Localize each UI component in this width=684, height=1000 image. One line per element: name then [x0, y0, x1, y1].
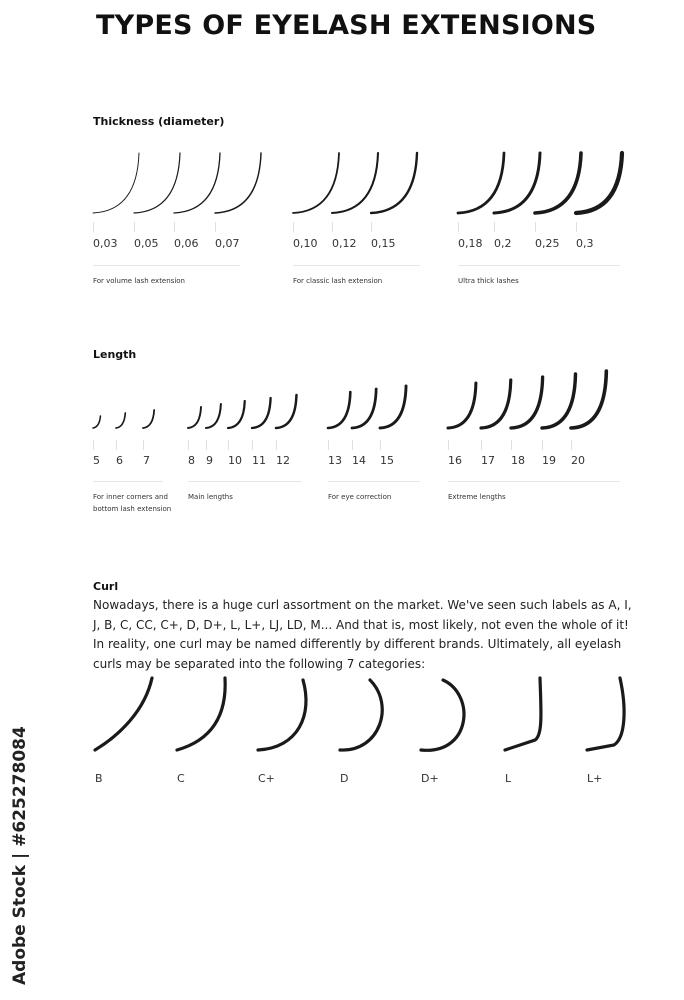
length-label: 7 — [143, 454, 150, 467]
tick-mark — [134, 222, 135, 232]
curl-label: C+ — [258, 772, 275, 785]
length-label: 10 — [228, 454, 242, 467]
length-label: 9 — [206, 454, 213, 467]
thickness-lash — [494, 153, 540, 213]
thickness-label: 0,3 — [576, 237, 594, 250]
length-lash — [116, 413, 125, 428]
page-title: TYPES OF EYELASH EXTENSIONS — [96, 10, 597, 41]
thickness-lash — [293, 153, 339, 213]
tick-mark — [571, 440, 572, 450]
tick-mark — [380, 440, 381, 450]
thickness-lash — [458, 153, 504, 213]
thickness-label: 0,10 — [293, 237, 318, 250]
length-caption: For inner corners and bottom lash extension — [93, 493, 172, 513]
tick-mark — [542, 440, 543, 450]
length-lash — [206, 404, 221, 428]
thickness-label: 0,06 — [174, 237, 199, 250]
curl-label: D+ — [421, 772, 439, 785]
watermark-text: Adobe Stock | #625278084 — [10, 726, 30, 985]
length-label: 15 — [380, 454, 394, 467]
curl-lash-l — [505, 678, 541, 750]
length-caption: For eye correction — [328, 493, 392, 501]
thickness-lash — [93, 153, 139, 213]
length-lash — [93, 416, 100, 428]
tick-mark — [228, 440, 229, 450]
length-label: 18 — [511, 454, 525, 467]
tick-mark — [206, 440, 207, 450]
tick-mark — [328, 440, 329, 450]
length-label: 16 — [448, 454, 462, 467]
tick-mark — [448, 440, 449, 450]
tick-mark — [276, 440, 277, 450]
thickness-caption: Ultra thick lashes — [458, 277, 519, 285]
curl-lash-d-plus — [421, 680, 464, 750]
curl-heading: Curl — [93, 580, 119, 593]
length-label: 12 — [276, 454, 290, 467]
length-label: 8 — [188, 454, 195, 467]
tick-mark — [458, 222, 459, 232]
tick-mark — [143, 440, 144, 450]
thickness-lash — [576, 153, 622, 213]
tick-mark — [93, 440, 94, 450]
group-divider — [328, 481, 420, 482]
thickness-lash — [215, 153, 261, 213]
length-caption: Main lengths — [188, 493, 233, 501]
tick-mark — [252, 440, 253, 450]
length-lash — [252, 398, 271, 428]
curl-label: L+ — [587, 772, 603, 785]
length-label: 20 — [571, 454, 585, 467]
curl-label: C — [177, 772, 185, 785]
tick-mark — [535, 222, 536, 232]
curl-label: D — [340, 772, 349, 785]
thickness-label: 0,2 — [494, 237, 512, 250]
tick-mark — [215, 222, 216, 232]
tick-mark — [494, 222, 495, 232]
group-divider — [188, 481, 302, 482]
group-divider — [293, 265, 420, 266]
length-lash — [448, 383, 476, 428]
tick-mark — [93, 222, 94, 232]
thickness-label: 0,15 — [371, 237, 396, 250]
length-label: 13 — [328, 454, 342, 467]
tick-mark — [481, 440, 482, 450]
tick-mark — [188, 440, 189, 450]
group-divider — [93, 265, 240, 266]
length-lash — [352, 389, 376, 428]
thickness-lash — [535, 153, 581, 213]
group-divider — [448, 481, 620, 482]
length-label: 6 — [116, 454, 123, 467]
thickness-label: 0,03 — [93, 237, 118, 250]
group-divider — [458, 265, 620, 266]
length-lash — [542, 374, 575, 428]
length-label: 5 — [93, 454, 100, 467]
thickness-lash — [174, 153, 220, 213]
length-caption: Extreme lengths — [448, 493, 506, 501]
thickness-label: 0,18 — [458, 237, 483, 250]
group-divider — [93, 481, 163, 482]
length-label: 19 — [542, 454, 556, 467]
tick-mark — [511, 440, 512, 450]
thickness-label: 0,05 — [134, 237, 159, 250]
length-label: 14 — [352, 454, 366, 467]
curl-label: B — [95, 772, 103, 785]
thickness-caption: For volume lash extension — [93, 277, 185, 285]
thickness-label: 0,25 — [535, 237, 560, 250]
thickness-label: 0,07 — [215, 237, 240, 250]
tick-mark — [116, 440, 117, 450]
thickness-caption: For classic lash extension — [293, 277, 383, 285]
tick-mark — [352, 440, 353, 450]
tick-mark — [371, 222, 372, 232]
tick-mark — [332, 222, 333, 232]
length-lash — [143, 410, 154, 428]
tick-mark — [174, 222, 175, 232]
thickness-heading: Thickness (diameter) — [93, 115, 225, 128]
curl-lash-c — [177, 678, 225, 750]
length-label: 17 — [481, 454, 495, 467]
length-lash — [276, 395, 296, 428]
curl-description: Nowadays, there is a huge curl assortment on the market. We've seen such labels as A, I, J, B, C, CC, C+, D, D+, L, L+, LJ, LD, M... And that is, most likely, not even the whole of it! In reality, one curl may be named differently by different brands. Ultimately, all eyelash curls may be separated into the following 7 categories: — [93, 598, 632, 671]
tick-mark — [576, 222, 577, 232]
length-lash — [328, 392, 350, 428]
length-lash — [511, 377, 543, 428]
curl-lash-b — [95, 678, 152, 750]
length-label: 11 — [252, 454, 266, 467]
tick-mark — [293, 222, 294, 232]
length-lash — [481, 380, 511, 428]
curl-lash-l-plus — [587, 678, 624, 750]
curl-lash-d — [340, 680, 382, 750]
length-lash — [228, 401, 245, 428]
thickness-lash — [134, 153, 180, 213]
curl-lash-c-plus — [258, 680, 306, 750]
thickness-label: 0,12 — [332, 237, 357, 250]
length-lash — [188, 407, 201, 428]
curl-label: L — [505, 772, 512, 785]
length-lash — [380, 386, 406, 428]
length-heading: Length — [93, 348, 137, 361]
